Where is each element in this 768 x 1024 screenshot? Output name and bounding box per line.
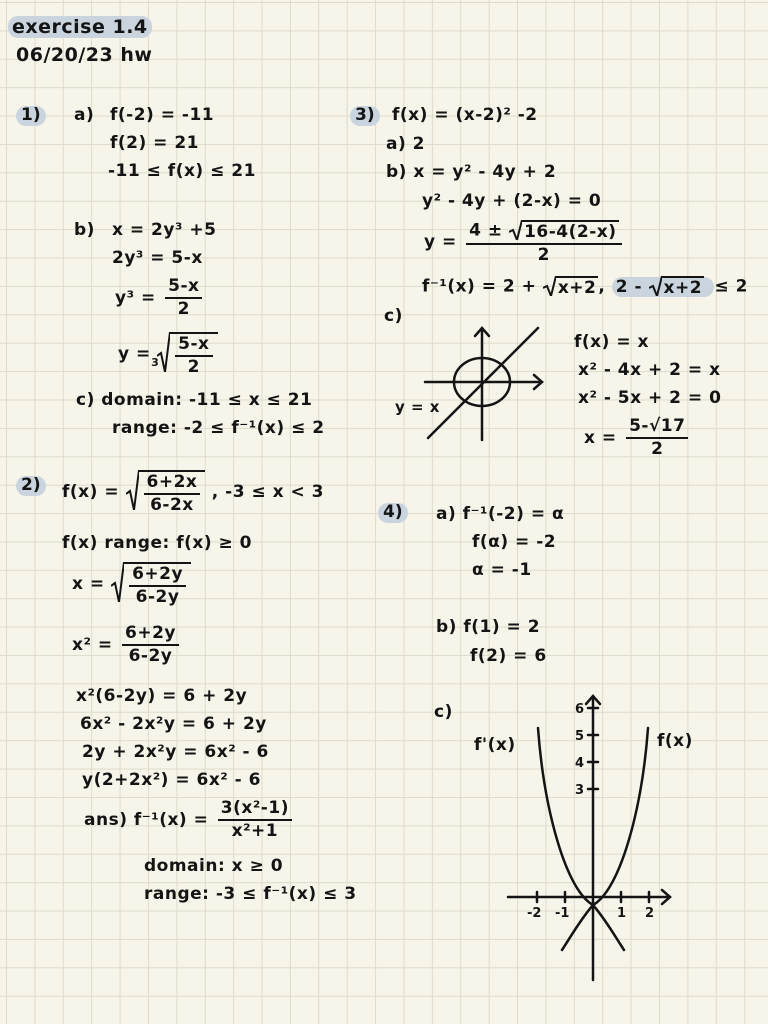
q4-c-label: c) <box>434 702 453 722</box>
q2-answer: ans) f⁻¹(x) = $\frac{\text{3(x²-1)}}{\text{x²+1}}$ <box>84 800 295 840</box>
q2-domain: domain: x ≥ 0 <box>144 856 284 876</box>
q2-step: 2y + 2x²y = 6x² - 6 <box>82 742 269 762</box>
highlighted-branch: 2 - x+2 <box>612 277 715 297</box>
q1-a-line: f(2) = 21 <box>110 133 200 153</box>
question-2-number: 2) <box>16 476 46 496</box>
q4-b-line: b) f(1) = 2 <box>436 617 541 637</box>
q1-b-label: b) <box>74 220 95 240</box>
x-tick-label: 1 <box>617 906 627 921</box>
question-1-number: 1) <box>16 106 46 126</box>
y-tick-label: 6 <box>575 702 585 717</box>
x-tick-label: 2 <box>645 906 655 921</box>
q1-c-domain: c) domain: -11 ≤ x ≤ 21 <box>76 390 313 410</box>
q1-a-line: -11 ≤ f(x) ≤ 21 <box>108 161 256 181</box>
q4-a-line: α = -1 <box>472 560 532 580</box>
q1-b-line: 2y³ = 5-x <box>112 248 203 268</box>
page-date: 06/20/23 hw <box>16 44 153 66</box>
q3-inverse-graph <box>420 320 550 445</box>
finv-curve-label: f'(x) <box>474 735 516 755</box>
q2-step: 6x² - 2x²y = 6 + 2y <box>80 714 267 734</box>
y-tick-label: 3 <box>575 783 585 798</box>
x-tick-label: -2 <box>527 906 542 921</box>
q3-b-line: y² - 4y + (2-x) = 0 <box>422 191 602 211</box>
q3-solve-line: x² - 4x + 2 = x <box>578 360 721 380</box>
graph-line-label: y = x <box>395 398 440 416</box>
q1-a-label: a) <box>74 105 95 125</box>
q2-x-squared-line: x² = $\frac{6+2y}{6-2y}$ <box>72 625 182 665</box>
q2-step: x²(6-2y) = 6 + 2y <box>76 686 248 706</box>
q2-function-line: f(x) = $\frac{6+2x}{6-2x}$ , -3 ≤ x < 3 <box>62 472 325 515</box>
q3-solve-line: x² - 5x + 2 = 0 <box>578 388 722 408</box>
y-tick-label: 4 <box>575 756 585 771</box>
y-ticks <box>575 702 598 798</box>
q1-c-range: range: -2 ≤ f⁻¹(x) ≤ 2 <box>112 418 325 438</box>
q3-quadratic-formula: y = 4 ± 16-4(2-x) 2 <box>424 220 625 264</box>
q2-x-root-line: x = $\frac{6+2y}{6-2y}$ <box>72 562 191 606</box>
question-3-number: 3) <box>350 106 380 126</box>
x-tick-label: -1 <box>555 906 570 921</box>
q4-parabola-graph <box>500 690 680 985</box>
q3-function: f(x) = (x-2)² -2 <box>392 105 538 125</box>
q4-a-line: a) f⁻¹(-2) = α <box>436 504 565 524</box>
question-4-number: 4) <box>378 503 408 523</box>
q3-c-label: c) <box>384 306 403 326</box>
q2-range: range: -3 ≤ f⁻¹(x) ≤ 3 <box>144 884 357 904</box>
q3-inverse-line: f⁻¹(x) = 2 + x+2 , 2 - x+2 ≤ 2 <box>422 276 748 298</box>
f-curve-label: f(x) <box>657 731 693 751</box>
q4-b-line: f(2) = 6 <box>470 646 547 666</box>
q3-solve-line: f(x) = x <box>574 332 649 352</box>
q4-a-line: f(α) = -2 <box>472 532 557 552</box>
q3-b-line: b) x = y² - 4y + 2 <box>386 162 557 182</box>
q3-a: a) 2 <box>386 134 425 154</box>
q1-a-line: f(-2) = -11 <box>110 105 215 125</box>
q1-b-fraction-line: y³ = $\frac{5-x}{2}$ <box>115 278 205 318</box>
page-title: exercise 1.4 <box>8 18 152 37</box>
q3-solution: x = $\frac{5-√17}{2}$ <box>584 418 691 458</box>
q1-b-cube-root-line: y = 3 $\frac{5-x}{2}$ <box>118 332 218 376</box>
q1-b-line: x = 2y³ +5 <box>112 220 217 240</box>
y-tick-label: 5 <box>575 729 585 744</box>
cube-root-symbol: 3 $\frac{5-x}{2}$ <box>157 332 217 376</box>
q2-range-line: f(x) range: f(x) ≥ 0 <box>62 533 253 553</box>
q2-step: y(2+2x²) = 6x² - 6 <box>82 770 261 790</box>
